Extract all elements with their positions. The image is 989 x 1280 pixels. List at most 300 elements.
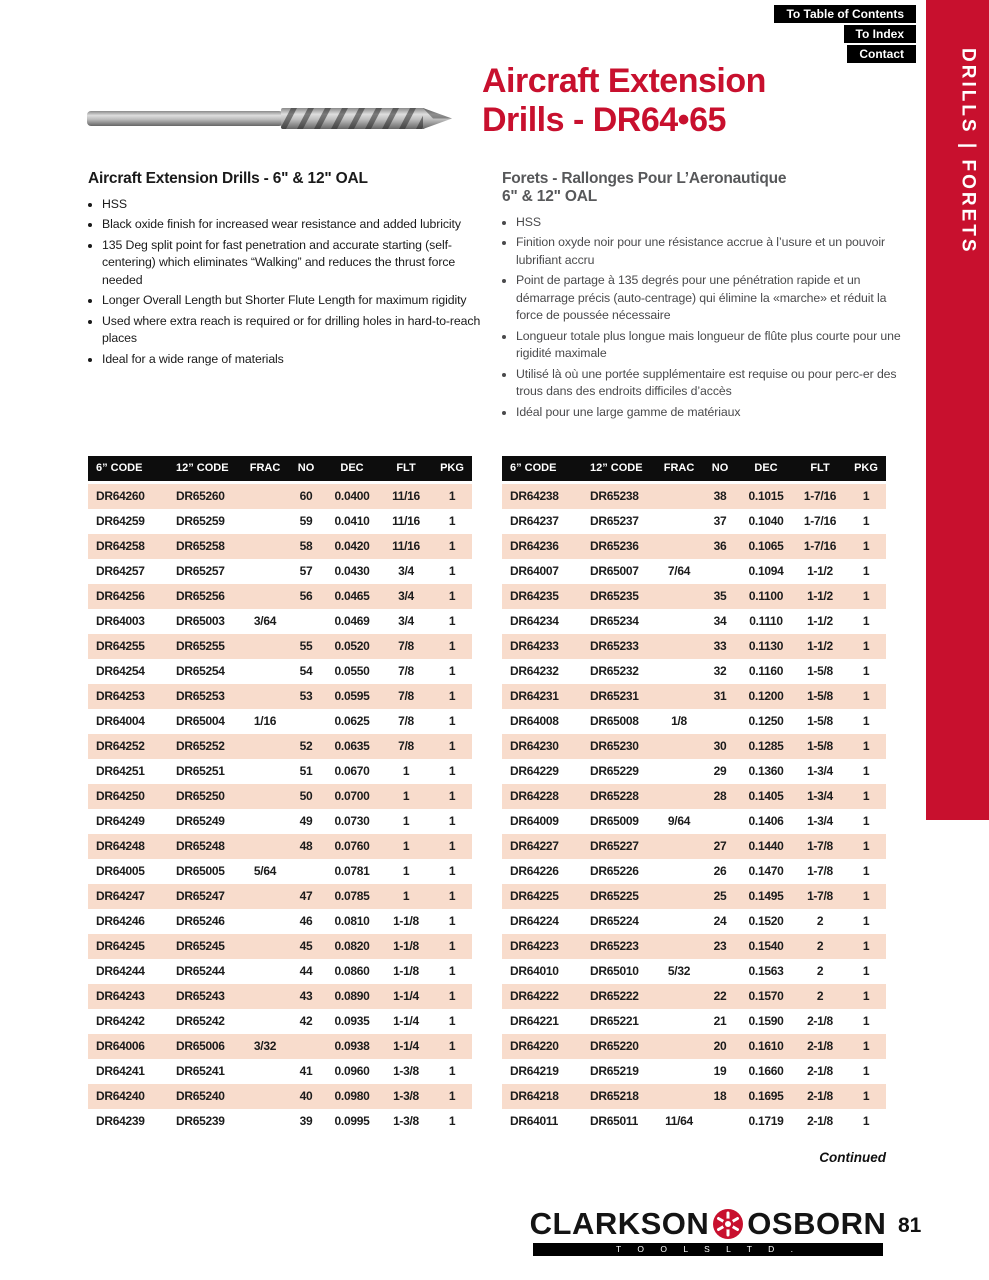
- table-cell: [702, 559, 738, 584]
- table-cell: 2-1/8: [807, 1014, 833, 1028]
- table-cell: DR65219: [590, 1064, 639, 1078]
- table-row: [88, 734, 472, 759]
- table-cell: 0.1520: [748, 914, 784, 928]
- table-cell: 5/64: [253, 864, 277, 878]
- table-cell: DR64251: [96, 764, 145, 778]
- bullet-item: • Point de partage à 135 degrés pour une pénétration rapide et un démarrage précis (auto-centrage) qui élimine la «marche» et réduit la force de poussée nécessaire: [516, 272, 904, 324]
- table-header-cell: PKG: [440, 462, 464, 474]
- table-cell: 0.1540: [748, 939, 784, 953]
- table-cell: 1-1/2: [807, 639, 833, 653]
- table-cell: DR64006: [96, 1039, 145, 1053]
- table-row: [502, 1059, 886, 1084]
- table-cell: 59: [299, 514, 313, 528]
- table-cell: [656, 834, 702, 859]
- table-cell: DR65232: [590, 664, 639, 678]
- nav-button-contact[interactable]: Contact: [847, 45, 916, 63]
- table-cell: [242, 1084, 288, 1109]
- table-cell: 0.1130: [748, 639, 784, 653]
- table-cell: [242, 684, 288, 709]
- table-cell: [242, 534, 288, 559]
- table-cell: 57: [299, 564, 313, 578]
- brand-name-left: CLARKSON: [529, 1206, 710, 1241]
- french-heading-line2: 6" & 12" OAL: [502, 188, 597, 205]
- table-cell: DR65247: [176, 889, 225, 903]
- table-cell: 7/8: [398, 664, 414, 678]
- table-cell: DR65256: [176, 589, 225, 603]
- english-bullet-list: [88, 196, 484, 368]
- table-cell: [242, 1009, 288, 1034]
- table-cell: 0.1360: [748, 764, 784, 778]
- table-cell: 30: [713, 739, 727, 753]
- table-cell: [242, 484, 288, 509]
- table-cell: 1-1/8: [393, 964, 419, 978]
- table-row: [88, 509, 472, 534]
- table-cell: DR64222: [510, 989, 559, 1003]
- table-cell: 7/8: [398, 739, 414, 753]
- table-cell: 21: [713, 1014, 727, 1028]
- table-cell: 1-3/8: [393, 1064, 419, 1078]
- table-cell: 2-1/8: [807, 1039, 833, 1053]
- table-cell: [656, 484, 702, 509]
- table-cell: 1-3/4: [807, 764, 833, 778]
- table-cell: 0.0810: [334, 914, 370, 928]
- table-cell: 36: [713, 539, 727, 553]
- continued-label: Continued: [819, 1150, 886, 1165]
- table-header-cell: DEC: [754, 462, 778, 474]
- table-cell: DR65259: [176, 514, 225, 528]
- table-cell: 0.0635: [334, 739, 370, 753]
- table-cell: 1: [448, 864, 456, 878]
- table-cell: 2: [816, 989, 824, 1003]
- table-cell: [656, 1034, 702, 1059]
- bullet-item: • HSS: [102, 196, 484, 213]
- table-cell: DR64259: [96, 514, 145, 528]
- table-cell: 3/4: [398, 614, 414, 628]
- page-title-line2: Drills - DR64•65: [482, 100, 726, 139]
- table-row: [88, 784, 472, 809]
- table-cell: 0.0938: [334, 1039, 370, 1053]
- bullet-item: • HSS: [516, 214, 904, 231]
- page-title-line1: Aircraft Extension: [482, 62, 766, 100]
- table-cell: 33: [713, 639, 727, 653]
- table-row: [88, 559, 472, 584]
- table-cell: 31: [713, 689, 727, 703]
- table-cell: 0.0730: [334, 814, 370, 828]
- table-cell: DR65220: [590, 1039, 639, 1053]
- gear-icon: [712, 1208, 744, 1240]
- table-row: [88, 759, 472, 784]
- table-cell: 0.1406: [748, 814, 784, 828]
- table-cell: DR65005: [176, 864, 225, 878]
- table-cell: 1: [448, 564, 456, 578]
- table-row: [502, 909, 886, 934]
- table-cell: 1: [862, 689, 870, 703]
- table-cell: [288, 709, 324, 734]
- table-cell: 1: [448, 889, 456, 903]
- table-cell: 42: [299, 1014, 313, 1028]
- table-cell: DR64260: [96, 489, 145, 503]
- table-cell: 1: [448, 539, 456, 553]
- table-cell: [242, 509, 288, 534]
- table-cell: DR65008: [590, 714, 639, 728]
- table-cell: 0.0595: [334, 689, 370, 703]
- table-cell: DR65249: [176, 814, 225, 828]
- table-cell: [288, 609, 324, 634]
- table-cell: 1-5/8: [807, 664, 833, 678]
- brand-logo: [529, 1206, 887, 1256]
- table-cell: 0.0430: [334, 564, 370, 578]
- table-row: [88, 1109, 472, 1134]
- table-row: [502, 509, 886, 534]
- table-cell: 22: [713, 989, 727, 1003]
- table-cell: DR64234: [510, 614, 559, 628]
- table-cell: DR64230: [510, 739, 559, 753]
- table-cell: 1: [402, 839, 410, 853]
- table-cell: 0.0860: [334, 964, 370, 978]
- table-cell: [242, 959, 288, 984]
- table-cell: 1-7/8: [807, 889, 833, 903]
- table-cell: 29: [713, 764, 727, 778]
- table-cell: DR65246: [176, 914, 225, 928]
- table-cell: 1: [862, 964, 870, 978]
- table-cell: 0.0550: [334, 664, 370, 678]
- table-cell: 1: [862, 914, 870, 928]
- table-cell: 28: [713, 789, 727, 803]
- table-cell: DR65222: [590, 989, 639, 1003]
- table-header-cell: FLT: [396, 462, 416, 474]
- table-cell: 1-1/8: [393, 914, 419, 928]
- table-cell: 0.0625: [334, 714, 370, 728]
- table-cell: 1: [448, 739, 456, 753]
- table-row: [502, 959, 886, 984]
- table-cell: 35: [713, 589, 727, 603]
- table-cell: 0.1015: [748, 489, 784, 503]
- table-cell: [656, 609, 702, 634]
- brand-name-right: OSBORN: [747, 1206, 887, 1241]
- table-cell: DR65226: [590, 864, 639, 878]
- table-row: [88, 884, 472, 909]
- table-cell: DR64218: [510, 1089, 559, 1103]
- table-cell: DR65004: [176, 714, 225, 728]
- table-row: [88, 659, 472, 684]
- table-row: [88, 484, 472, 509]
- table-cell: 0.0520: [334, 639, 370, 653]
- table-cell: 3/32: [253, 1039, 277, 1053]
- page-title: [482, 62, 766, 140]
- table-cell: 1: [402, 864, 410, 878]
- table-cell: [656, 1009, 702, 1034]
- table-cell: DR65242: [176, 1014, 225, 1028]
- table-cell: DR65240: [176, 1089, 225, 1103]
- table-cell: [656, 584, 702, 609]
- table-cell: 2: [816, 939, 824, 953]
- table-cell: [242, 1109, 288, 1134]
- table-cell: 2: [816, 964, 824, 978]
- brand-wordmark: [529, 1206, 887, 1242]
- table-cell: 0.1040: [748, 514, 784, 528]
- table-cell: 45: [299, 939, 313, 953]
- table-cell: 11/64: [665, 1114, 693, 1128]
- brand-tools-bar: T O O L S L T D .: [533, 1243, 883, 1256]
- table-cell: [656, 859, 702, 884]
- table-cell: 1-1/2: [807, 589, 833, 603]
- table-cell: [242, 834, 288, 859]
- table-cell: 0.1094: [748, 564, 784, 578]
- table-cell: 0.0700: [334, 789, 370, 803]
- table-cell: 20: [713, 1039, 727, 1053]
- table-cell: DR64238: [510, 489, 559, 503]
- table-cell: 1-7/16: [803, 539, 837, 553]
- table-cell: DR65229: [590, 764, 639, 778]
- table-cell: [656, 684, 702, 709]
- table-cell: DR64235: [510, 589, 559, 603]
- table-cell: [656, 1059, 702, 1084]
- table-cell: 26: [713, 864, 727, 878]
- table-cell: [656, 884, 702, 909]
- table-row: [502, 809, 886, 834]
- table-header-cell: NO: [297, 462, 315, 474]
- table-cell: DR64243: [96, 989, 145, 1003]
- table-cell: [242, 784, 288, 809]
- french-bullet-list: [502, 214, 904, 421]
- table-cell: 50: [299, 789, 313, 803]
- table-cell: 38: [713, 489, 727, 503]
- table-cell: 25: [713, 889, 727, 903]
- table-cell: DR65248: [176, 839, 225, 853]
- table-cell: DR64228: [510, 789, 559, 803]
- table-cell: [656, 984, 702, 1009]
- table-cell: DR65236: [590, 539, 639, 553]
- table-cell: [242, 634, 288, 659]
- table-cell: 0.0420: [334, 539, 370, 553]
- table-row: [502, 834, 886, 859]
- table-row: [502, 1109, 886, 1134]
- table-cell: 0.1610: [748, 1039, 784, 1053]
- table-cell: 54: [299, 664, 313, 678]
- table-cell: DR64004: [96, 714, 145, 728]
- table-row: [88, 859, 472, 884]
- table-cell: 47: [299, 889, 313, 903]
- table-row: [502, 584, 886, 609]
- bullet-item: • Longer Overall Length but Shorter Flute Length for maximum rigidity: [102, 292, 484, 309]
- table-cell: [656, 534, 702, 559]
- table-cell: 0.0935: [334, 1014, 370, 1028]
- table-cell: 1: [402, 814, 410, 828]
- page-number: 81: [898, 1214, 922, 1237]
- table-cell: [242, 809, 288, 834]
- table-cell: DR65231: [590, 689, 639, 703]
- table-cell: [288, 859, 324, 884]
- table-cell: 1-1/8: [393, 939, 419, 953]
- table-cell: DR65233: [590, 639, 639, 653]
- table-cell: 0.1405: [748, 789, 784, 803]
- table-cell: 1: [862, 1039, 870, 1053]
- table-cell: [656, 659, 702, 684]
- table-cell: 1-7/16: [803, 489, 837, 503]
- table-cell: DR64232: [510, 664, 559, 678]
- table-cell: 11/16: [392, 489, 420, 503]
- table-header-cell: NO: [711, 462, 729, 474]
- table-cell: DR65243: [176, 989, 225, 1003]
- table-cell: 1: [862, 739, 870, 753]
- table-cell: DR64236: [510, 539, 559, 553]
- table-row: [502, 634, 886, 659]
- table-cell: DR64246: [96, 914, 145, 928]
- table-cell: DR64227: [510, 839, 559, 853]
- table-cell: DR65221: [590, 1014, 639, 1028]
- table-cell: [702, 959, 738, 984]
- table-cell: [656, 1084, 702, 1109]
- table-cell: 11/16: [392, 539, 420, 553]
- table-cell: 0.0469: [334, 614, 370, 628]
- table-cell: 23: [713, 939, 727, 953]
- table-cell: 1: [448, 664, 456, 678]
- table-cell: 1: [448, 614, 456, 628]
- table-cell: DR64226: [510, 864, 559, 878]
- table-cell: 0.1100: [748, 589, 784, 603]
- table-cell: DR64239: [96, 1114, 145, 1128]
- table-row: [502, 484, 886, 509]
- section-tab-label: DRILLS | FORETS: [957, 48, 979, 255]
- table-cell: [242, 584, 288, 609]
- table-cell: 0.0781: [334, 864, 370, 878]
- table-header-cell: 12” CODE: [590, 462, 643, 474]
- table-row: [502, 534, 886, 559]
- table-cell: DR65225: [590, 889, 639, 903]
- table-cell: 3/4: [398, 589, 414, 603]
- table-cell: 32: [713, 664, 727, 678]
- table-cell: 1: [448, 989, 456, 1003]
- table-cell: 43: [299, 989, 313, 1003]
- table-cell: DR64221: [510, 1014, 559, 1028]
- table-cell: 1: [448, 839, 456, 853]
- table-cell: [656, 784, 702, 809]
- table-cell: DR65255: [176, 639, 225, 653]
- drill-bit-illustration: [85, 88, 457, 150]
- table-cell: 1: [448, 639, 456, 653]
- table-cell: 1: [862, 639, 870, 653]
- nav-button-to-index[interactable]: To Index: [844, 25, 916, 43]
- table-cell: 27: [713, 839, 727, 853]
- table-cell: 1: [862, 714, 870, 728]
- table-cell: DR64219: [510, 1064, 559, 1078]
- table-cell: 55: [299, 639, 313, 653]
- table-cell: DR65241: [176, 1064, 225, 1078]
- table-cell: [242, 734, 288, 759]
- table-cell: DR65238: [590, 489, 639, 503]
- bullet-item: • Utilisé là où une portée supplémentaire est requise ou pour perc-er des trous dans des endroits difficiles d’accès: [516, 366, 904, 401]
- table-cell: 1: [448, 764, 456, 778]
- table-cell: [242, 1059, 288, 1084]
- table-cell: DR64003: [96, 614, 145, 628]
- table-cell: DR65234: [590, 614, 639, 628]
- table-cell: DR65010: [590, 964, 639, 978]
- nav-button-to-table-of-contents[interactable]: To Table of Contents: [774, 5, 916, 23]
- table-row: [88, 584, 472, 609]
- table-cell: [702, 709, 738, 734]
- table-cell: 1: [862, 664, 870, 678]
- table-cell: DR65245: [176, 939, 225, 953]
- table-cell: DR65260: [176, 489, 225, 503]
- table-cell: 41: [299, 1064, 313, 1078]
- table-cell: DR64249: [96, 814, 145, 828]
- french-heading-line1: Forets - Rallonges Pour L’Aeronautique: [502, 170, 787, 187]
- table-cell: 1: [862, 989, 870, 1003]
- table-cell: DR64250: [96, 789, 145, 803]
- drill-bit-image: [85, 88, 457, 150]
- table-cell: 0.1110: [749, 614, 783, 628]
- table-cell: 3/4: [398, 564, 414, 578]
- table-cell: [242, 934, 288, 959]
- table-row: [88, 684, 472, 709]
- english-heading: Aircraft Extension Drills - 6" & 12" OAL: [88, 170, 368, 187]
- table-cell: 0.0820: [334, 939, 370, 953]
- table-header-row: [88, 456, 472, 481]
- table-cell: 0.1160: [748, 664, 784, 678]
- french-heading: [502, 170, 904, 206]
- table-cell: DR65237: [590, 514, 639, 528]
- table-cell: 2-1/8: [807, 1089, 833, 1103]
- table-cell: 1: [448, 1039, 456, 1053]
- table-cell: DR64248: [96, 839, 145, 853]
- table-cell: 0.1200: [748, 689, 784, 703]
- table-cell: DR64223: [510, 939, 559, 953]
- drill-table-left: [88, 456, 472, 1134]
- table-cell: DR64258: [96, 539, 145, 553]
- table-header-cell: DEC: [340, 462, 364, 474]
- table-cell: 1: [402, 764, 410, 778]
- table-cell: 1: [402, 789, 410, 803]
- table-cell: 37: [713, 514, 727, 528]
- table-cell: [656, 759, 702, 784]
- table-cell: 2: [816, 914, 824, 928]
- table-cell: 1: [448, 789, 456, 803]
- table-row: [502, 859, 886, 884]
- table-cell: 40: [299, 1089, 313, 1103]
- table-row: [502, 709, 886, 734]
- table-cell: 1-5/8: [807, 739, 833, 753]
- table-cell: 1-3/4: [807, 789, 833, 803]
- table-cell: 1: [862, 789, 870, 803]
- table-row: [88, 984, 472, 1009]
- table-cell: DR65253: [176, 689, 225, 703]
- table-cell: 1-3/8: [393, 1089, 419, 1103]
- table-cell: [242, 884, 288, 909]
- table-cell: 0.1285: [748, 739, 784, 753]
- table-row: [502, 659, 886, 684]
- table-row: [88, 1034, 472, 1059]
- table-row: [88, 959, 472, 984]
- table-cell: 60: [299, 489, 313, 503]
- table-cell: 39: [299, 1114, 313, 1128]
- table-row: [88, 934, 472, 959]
- table-cell: DR64229: [510, 764, 559, 778]
- table-cell: 1: [862, 589, 870, 603]
- table-cell: 1: [862, 889, 870, 903]
- table-cell: 1: [402, 889, 410, 903]
- table-cell: 1: [448, 939, 456, 953]
- table-cell: 1: [448, 1014, 456, 1028]
- table-cell: 0.1563: [748, 964, 784, 978]
- table-row: [502, 759, 886, 784]
- table-cell: [656, 509, 702, 534]
- table-cell: [242, 659, 288, 684]
- table-cell: DR65254: [176, 664, 225, 678]
- table-cell: DR65230: [590, 739, 639, 753]
- bullet-item: • Ideal for a wide range of materials: [102, 351, 484, 368]
- table-cell: 0.1719: [748, 1114, 784, 1128]
- table-cell: DR65003: [176, 614, 225, 628]
